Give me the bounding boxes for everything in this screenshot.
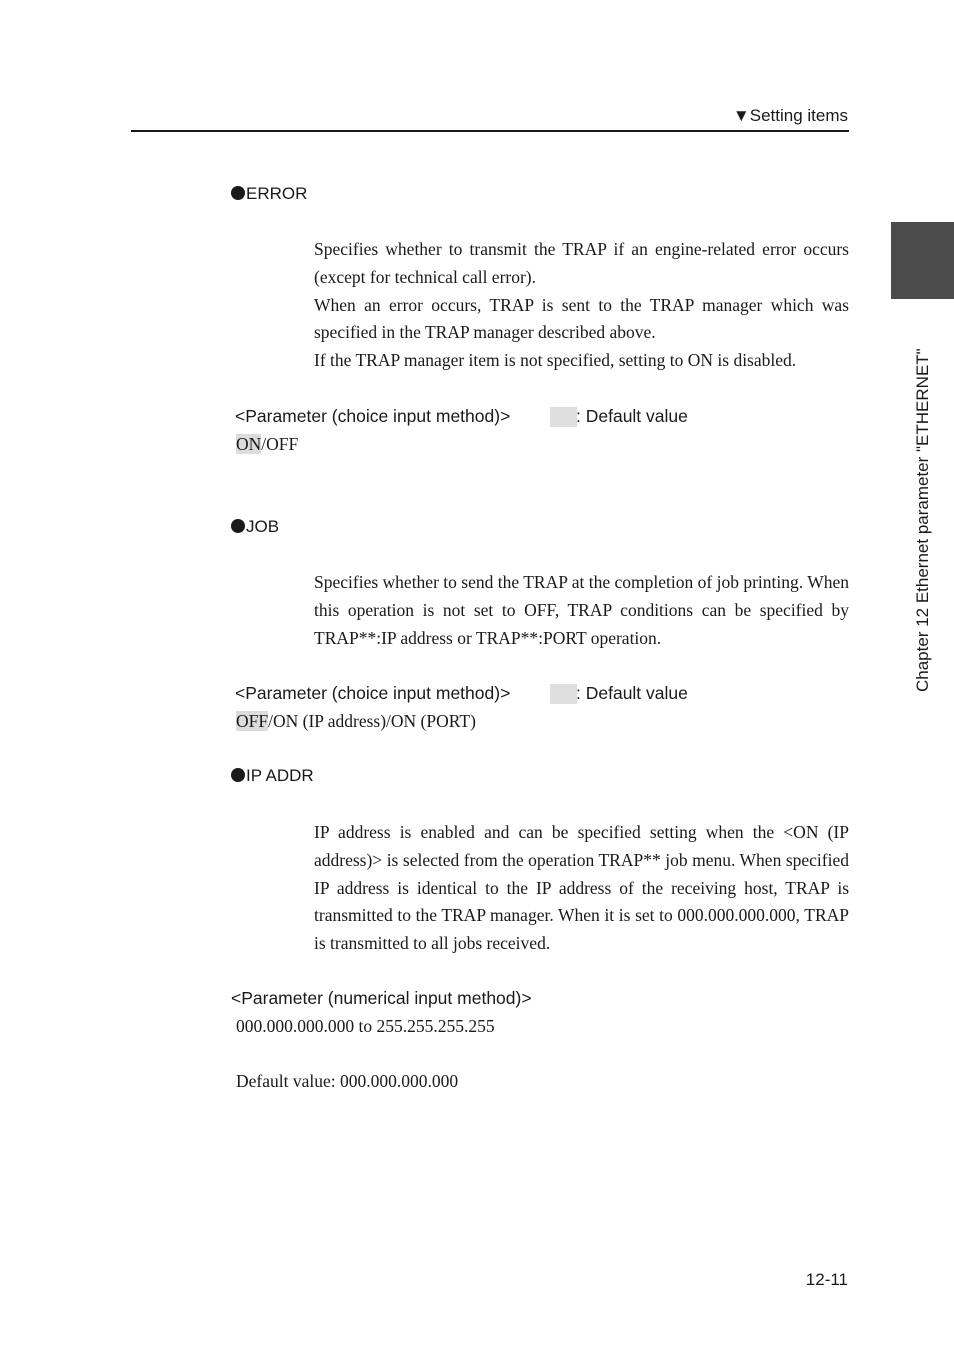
other-values: /OFF bbox=[261, 434, 299, 454]
bullet-icon bbox=[231, 186, 245, 200]
default-value-swatch bbox=[550, 684, 577, 704]
param-label-error: <Parameter (choice input method)> bbox=[235, 406, 511, 426]
paragraph: Specifies whether to send the TRAP at the completion of job printing. When this operation is not set to OFF, TRAP conditions can be specified by TRAP**:IP address or TRAP**:PORT operation. bbox=[314, 572, 849, 648]
param-values-job bbox=[236, 711, 476, 732]
heading-text: ERROR bbox=[246, 184, 308, 203]
param-values-error bbox=[236, 434, 298, 455]
paragraph: If the TRAP manager item is not specified, setting to ON is disabled. bbox=[314, 350, 797, 371]
default-value-legend: : Default value bbox=[576, 406, 688, 426]
header-title: Setting items bbox=[749, 106, 848, 125]
running-header bbox=[733, 106, 848, 126]
ip-addr-description bbox=[314, 819, 849, 958]
header-rule bbox=[131, 130, 849, 132]
other-values: /ON (IP address)/ON (PORT) bbox=[268, 711, 476, 731]
param-label-job: <Parameter (choice input method)> bbox=[235, 683, 511, 703]
bullet-icon bbox=[231, 519, 245, 533]
job-description bbox=[314, 569, 849, 652]
paragraph: When an error occurs, TRAP is sent to the TRAP manager which was specified in the TRAP manager described above. bbox=[314, 294, 849, 343]
paragraph: IP address is enabled and can be specified setting when the <ON (IP address)> is selected from the operation TRAP** job menu. When specified IP address is identical to the IP address of the receiving host, TRAP is transmitted to the TRAP manager. When it is set to 000.000.000.000, TRAP is transmitted to all jobs received. bbox=[314, 822, 849, 954]
default-value: ON bbox=[236, 434, 262, 454]
chapter-tab bbox=[891, 222, 954, 299]
section-heading-error bbox=[231, 184, 307, 204]
section-heading-job bbox=[231, 517, 279, 537]
heading-text: IP ADDR bbox=[246, 766, 314, 785]
heading-text: JOB bbox=[246, 517, 280, 536]
param-label-ip-addr: <Parameter (numerical input method)> bbox=[231, 988, 532, 1008]
chapter-side-label: Chapter 12 Ethernet parameter "ETHERNET" bbox=[913, 348, 932, 692]
param-range-ip-addr: 000.000.000.000 to 255.255.255.255 bbox=[236, 1016, 495, 1036]
bullet-icon bbox=[231, 768, 245, 782]
triangle-down-icon: ▼ bbox=[732, 106, 750, 125]
error-description bbox=[314, 236, 849, 375]
section-heading-ip-addr bbox=[231, 766, 314, 786]
page-number: 12-11 bbox=[805, 1270, 848, 1289]
default-value-ip-addr: Default value: 000.000.000.000 bbox=[236, 1071, 459, 1091]
default-value-legend: : Default value bbox=[576, 683, 688, 703]
paragraph: Specifies whether to transmit the TRAP if an engine-related error occurs (except for technical call error). bbox=[314, 239, 849, 287]
default-value-swatch bbox=[550, 407, 577, 427]
default-value: OFF bbox=[236, 711, 269, 731]
